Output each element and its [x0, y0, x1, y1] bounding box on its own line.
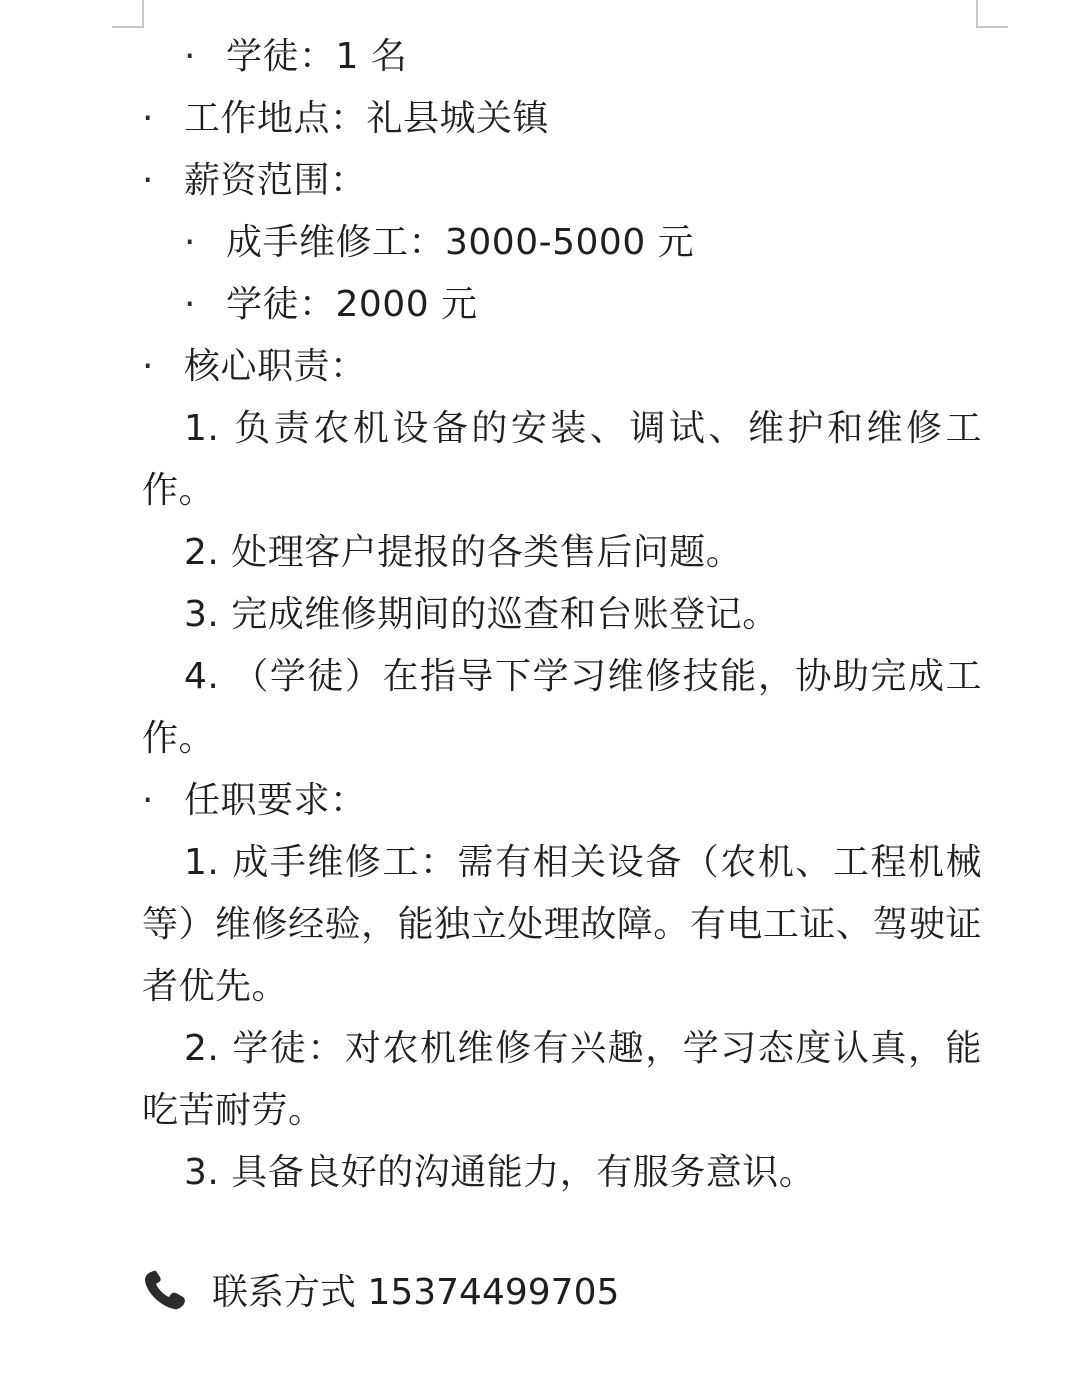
duty-item: 4. （学徒）在指导下学习维修技能，协助完成工作。 [142, 656, 982, 759]
bullet: · [142, 160, 154, 201]
requirement-item: 2. 学徒：对农机维修有兴趣，学习态度认真，能吃苦耐劳。 [142, 1028, 982, 1131]
list-item-apprentice-count: · 学徒：1 名 [142, 26, 982, 88]
list-item-salary-skilled: · 成手维修工：3000-5000 元 [142, 212, 982, 274]
bullet: · [142, 98, 154, 139]
duty-item: 1. 负责农机设备的安装、调试、维护和维修工作。 [142, 408, 982, 511]
requirement-item: 1. 成手维修工：需有相关设备（农机、工程机械等）维修经验，能独立处理故障。有电工证、驾驶证者优先。 [142, 842, 982, 1007]
bullet: · [142, 346, 154, 387]
list-item-requirements-title: · 任职要求： [142, 770, 982, 832]
bullet: · [184, 36, 196, 77]
list-item-duties-title: · 核心职责： [142, 336, 982, 398]
phone-icon [142, 1268, 190, 1312]
job-posting-document [142, 26, 982, 1324]
bullet: · [184, 222, 196, 263]
page-corner-mark-right [976, 0, 1008, 28]
page-corner-mark-left [112, 0, 144, 28]
duty-item: 3. 完成维修期间的巡查和台账登记。 [184, 594, 779, 635]
contact-text: 联系方式 15374499705 [212, 1272, 620, 1313]
list-item-salary-title: · 薪资范围： [142, 150, 982, 212]
list-item-salary-apprentice: · 学徒：2000 元 [142, 274, 982, 336]
list-item-location: · 工作地点：礼县城关镇 [142, 88, 982, 150]
requirement-item: 3. 具备良好的沟通能力，有服务意识。 [184, 1152, 816, 1193]
duty-item: 2. 处理客户提报的各类售后问题。 [184, 532, 743, 573]
bullet: · [184, 284, 196, 325]
bullet: · [142, 780, 154, 821]
contact-line [142, 1262, 982, 1324]
